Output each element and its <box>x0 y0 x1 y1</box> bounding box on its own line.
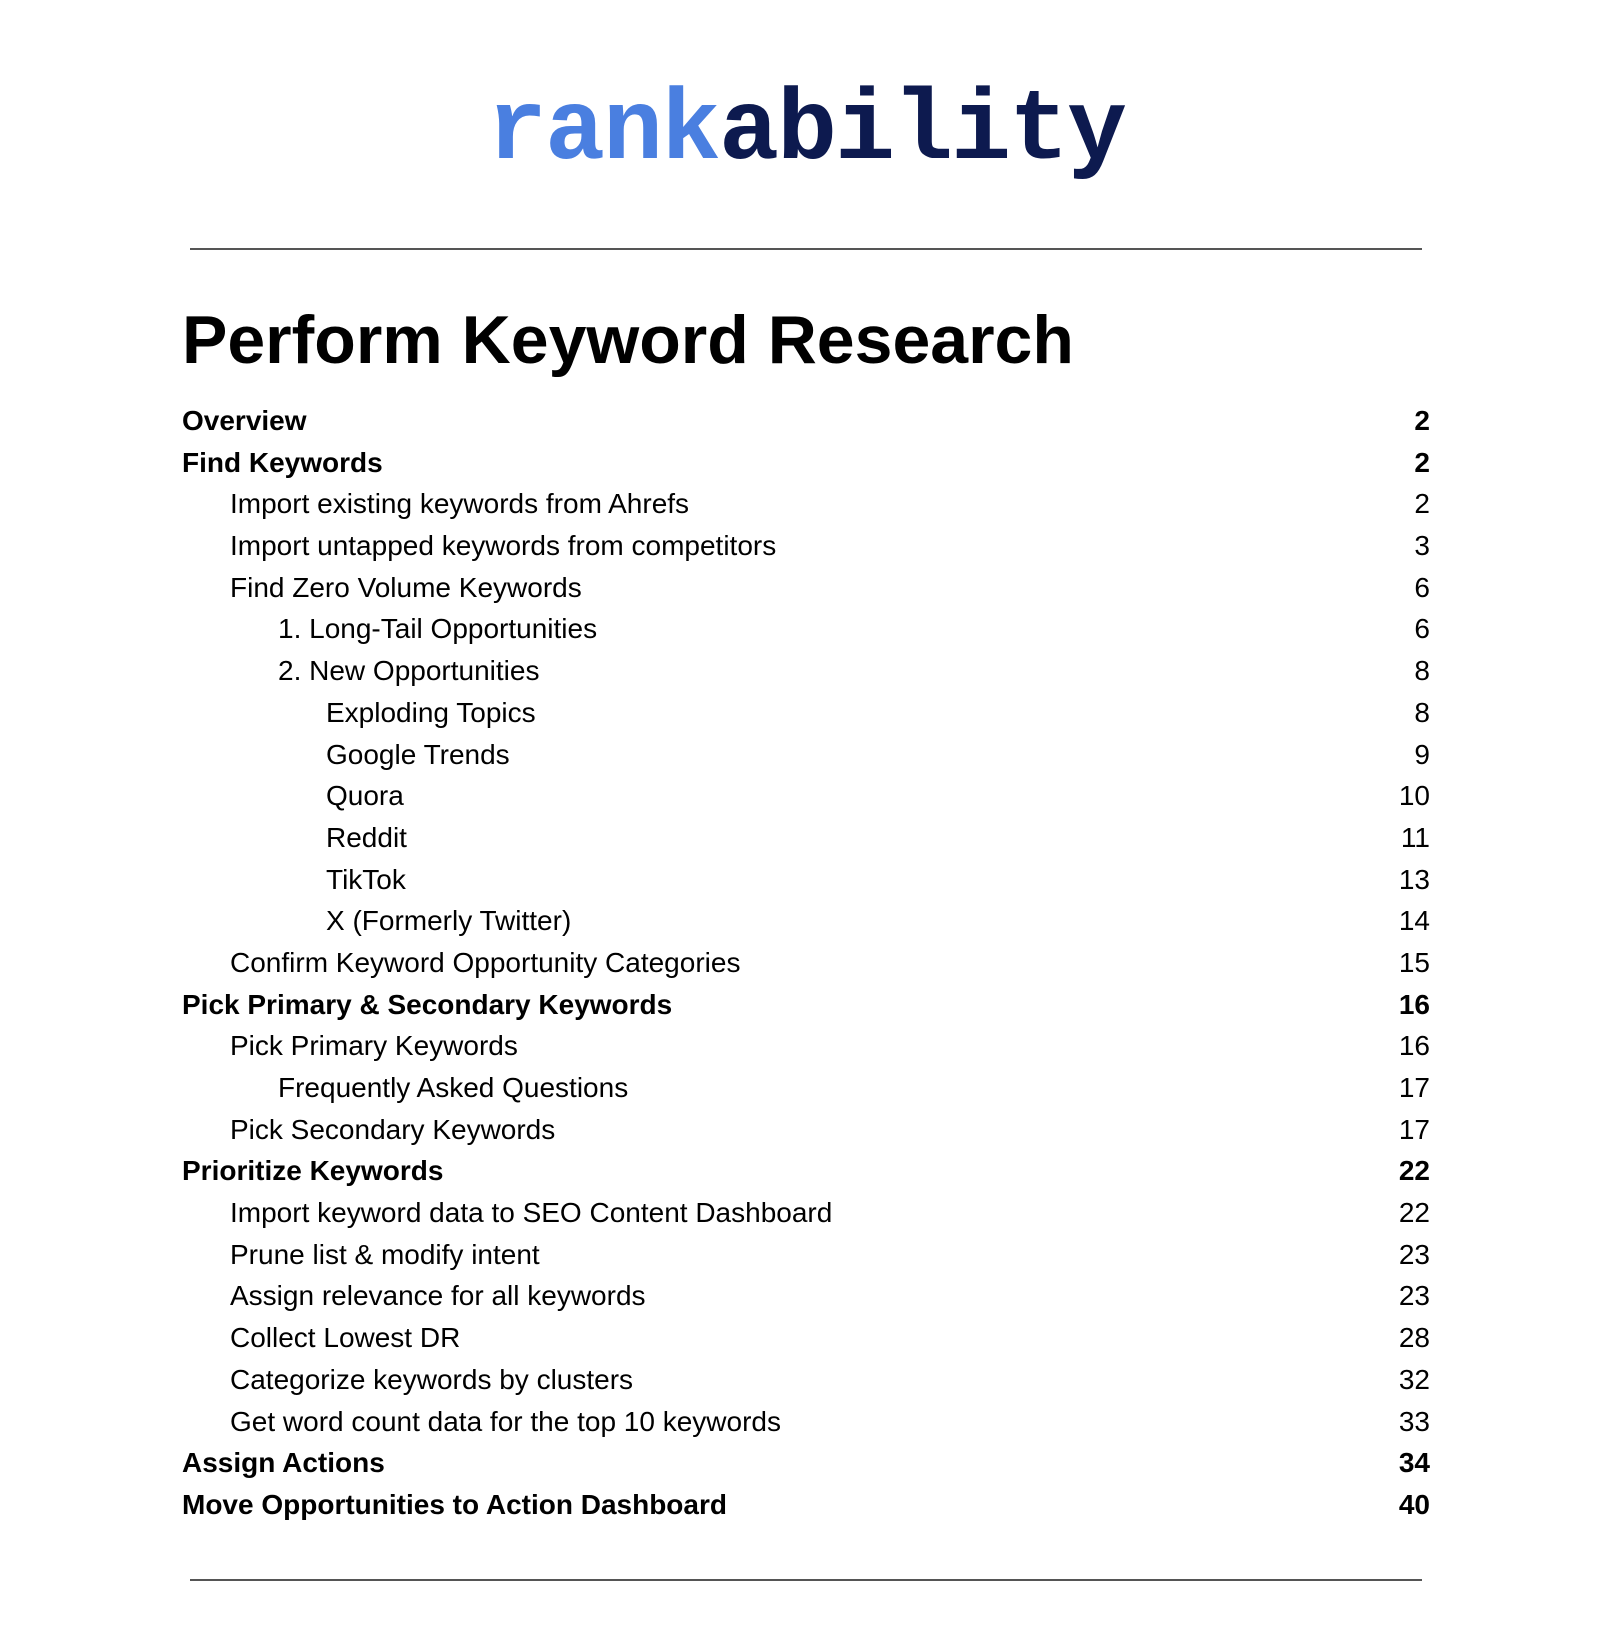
toc-entry-label[interactable]: X (Formerly Twitter) <box>326 905 572 937</box>
toc-entry-label[interactable]: Google Trends <box>326 738 510 770</box>
toc-entry-page-number[interactable]: 8 <box>1414 696 1430 728</box>
toc-entry[interactable] <box>182 775 1430 817</box>
toc-entry[interactable] <box>182 900 1430 942</box>
toc-entry[interactable] <box>182 1484 1430 1526</box>
toc-entry-page-number[interactable]: 14 <box>1398 905 1430 937</box>
toc-entry[interactable] <box>182 1067 1430 1109</box>
toc-entry-page-number[interactable]: 17 <box>1398 1113 1430 1145</box>
document-title: Perform Keyword Research <box>182 302 1074 378</box>
toc-entry-page-number[interactable]: 13 <box>1398 863 1430 895</box>
toc-entry[interactable] <box>182 1109 1430 1151</box>
table-of-contents <box>182 400 1430 1526</box>
toc-entry-page-number[interactable]: 2 <box>1414 405 1430 436</box>
toc-entry[interactable] <box>182 1401 1430 1443</box>
toc-entry-page-number[interactable]: 2 <box>1414 488 1430 520</box>
toc-entry-label[interactable]: Collect Lowest DR <box>230 1322 461 1354</box>
toc-entry-label[interactable]: Assign Actions <box>182 1447 385 1479</box>
toc-entry-label[interactable]: Pick Primary & Secondary Keywords <box>182 988 673 1020</box>
toc-entry[interactable] <box>182 400 1430 442</box>
logo-part-ability: ability <box>718 76 1126 189</box>
toc-entry-label[interactable]: 2. New Opportunities <box>278 655 540 687</box>
rankability-logo <box>0 78 1612 188</box>
toc-entry-page-number[interactable]: 16 <box>1398 988 1430 1020</box>
toc-entry-page-number[interactable]: 32 <box>1398 1363 1430 1395</box>
toc-entry-label[interactable]: Overview <box>182 405 307 436</box>
toc-entry-page-number[interactable]: 33 <box>1398 1405 1430 1437</box>
toc-entry[interactable] <box>182 567 1430 609</box>
toc-entry[interactable] <box>182 442 1430 484</box>
toc-entry-page-number[interactable]: 15 <box>1398 946 1430 978</box>
toc-entry-label[interactable]: Frequently Asked Questions <box>278 1072 629 1103</box>
toc-entry-page-number[interactable]: 28 <box>1398 1322 1430 1354</box>
toc-entry-page-number[interactable]: 10 <box>1398 780 1430 812</box>
toc-entry[interactable] <box>182 692 1430 734</box>
toc-entry-label[interactable]: Exploding Topics <box>326 696 536 728</box>
toc-entry-page-number[interactable]: 8 <box>1414 655 1430 687</box>
toc-entry-label[interactable]: Reddit <box>326 821 407 853</box>
toc-entry-page-number[interactable]: 2 <box>1414 446 1430 478</box>
toc-entry-label[interactable]: Import existing keywords from Ahrefs <box>230 488 690 520</box>
toc-entry-page-number[interactable]: 22 <box>1398 1197 1430 1229</box>
toc-entry-page-number[interactable]: 40 <box>1398 1488 1430 1520</box>
toc-entry[interactable] <box>182 984 1430 1026</box>
toc-entry-page-number[interactable]: 17 <box>1398 1072 1430 1103</box>
toc-entry-label[interactable]: Assign relevance for all keywords <box>230 1280 646 1312</box>
toc-entry-page-number[interactable]: 9 <box>1414 738 1430 770</box>
toc-entry-label[interactable]: Pick Secondary Keywords <box>230 1113 556 1145</box>
toc-entry-label[interactable]: Categorize keywords by clusters <box>230 1363 634 1395</box>
toc-entry[interactable] <box>182 1234 1430 1276</box>
toc-entry[interactable] <box>182 1192 1430 1234</box>
toc-entry-label[interactable]: Move Opportunities to Action Dashboard <box>182 1488 727 1520</box>
toc-entry-page-number[interactable]: 23 <box>1398 1280 1430 1312</box>
toc-entry-page-number[interactable]: 11 <box>1400 821 1430 853</box>
toc-entry-page-number[interactable]: 16 <box>1398 1030 1430 1062</box>
toc-entry-label[interactable]: Prioritize Keywords <box>182 1155 444 1187</box>
toc-entry-label[interactable]: TikTok <box>326 863 406 895</box>
toc-entry-label[interactable]: Prune list & modify intent <box>230 1238 540 1270</box>
toc-entry[interactable] <box>182 1150 1430 1192</box>
toc-entry[interactable] <box>182 1359 1430 1401</box>
logo-part-rank: rank <box>486 76 719 189</box>
toc-entry-page-number[interactable]: 6 <box>1414 571 1430 603</box>
toc-entry-label[interactable]: Pick Primary Keywords <box>230 1030 518 1062</box>
toc-entry[interactable] <box>182 817 1430 859</box>
toc-entry[interactable] <box>182 483 1430 525</box>
toc-entry-page-number[interactable]: 22 <box>1398 1155 1430 1187</box>
toc-entry[interactable] <box>182 608 1430 650</box>
toc-entry-page-number[interactable]: 34 <box>1398 1447 1430 1479</box>
toc-entry[interactable] <box>182 942 1430 984</box>
toc-entry-label[interactable]: Confirm Keyword Opportunity Categories <box>230 946 741 978</box>
toc-entry-page-number[interactable]: 3 <box>1414 530 1430 562</box>
toc-entry[interactable] <box>182 650 1430 692</box>
toc-entry[interactable] <box>182 859 1430 901</box>
toc-entry-label[interactable]: Import untapped keywords from competitors <box>230 530 777 562</box>
toc-entry-label[interactable]: Find Zero Volume Keywords <box>230 571 582 603</box>
toc-entry[interactable] <box>182 734 1430 776</box>
toc-entry-label[interactable]: Get word count data for the top 10 keywords <box>230 1405 781 1437</box>
toc-entry-label[interactable]: Quora <box>326 780 404 812</box>
footer-divider <box>190 1579 1422 1581</box>
header-divider <box>190 248 1422 250</box>
toc-entry[interactable] <box>182 525 1430 567</box>
toc-entry-page-number[interactable]: 6 <box>1414 613 1430 645</box>
toc-entry[interactable] <box>182 1442 1430 1484</box>
toc-entry-label[interactable]: 1. Long-Tail Opportunities <box>278 613 598 645</box>
toc-entry[interactable] <box>182 1317 1430 1359</box>
toc-entry-page-number[interactable]: 23 <box>1398 1238 1430 1270</box>
toc-entry-label[interactable]: Import keyword data to SEO Content Dashboard <box>230 1197 833 1229</box>
toc-entry[interactable] <box>182 1025 1430 1067</box>
toc-entry-label[interactable]: Find Keywords <box>182 446 383 478</box>
toc-entry[interactable] <box>182 1275 1430 1317</box>
